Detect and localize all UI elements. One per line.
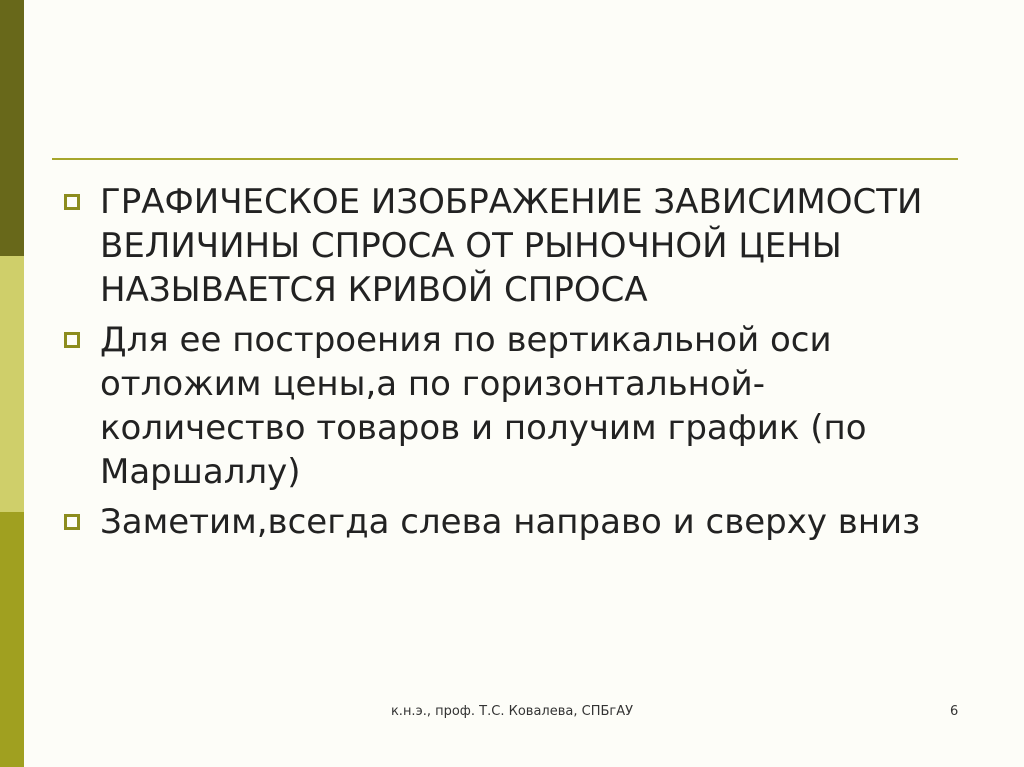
bullet-text: ГРАФИЧЕСКОЕ ИЗОБРАЖЕНИЕ ЗАВИСИМОСТИ ВЕЛИЧИНЫ СПРОСА ОТ РЫНОЧНОЙ ЦЕНЫ НАЗЫВАЕТСЯ КРИВОЙ СПРОСА <box>100 182 923 310</box>
hollow-square-bullet-icon <box>64 194 80 210</box>
side-bar-dark <box>0 0 24 256</box>
slide-footer: к.н.э., проф. Т.С. Ковалева, СПБгАУ <box>390 704 634 719</box>
side-bar-mid <box>0 512 24 767</box>
title-divider <box>52 158 958 160</box>
bullet-item <box>60 500 960 544</box>
bullet-item <box>60 180 960 312</box>
bullet-list <box>60 180 960 550</box>
hollow-square-bullet-icon <box>64 514 80 530</box>
bullet-text: Заметим,всегда слева направо и сверху вниз <box>100 502 921 542</box>
hollow-square-bullet-icon <box>64 332 80 348</box>
side-bar-light <box>0 256 24 512</box>
slide-number: 6 <box>950 704 959 719</box>
bullet-item <box>60 318 960 494</box>
bullet-text: Для ее построения по вертикальной оси отложим цены,а по горизонтальной-количество товаров и получим график (по Маршаллу) <box>100 320 867 492</box>
